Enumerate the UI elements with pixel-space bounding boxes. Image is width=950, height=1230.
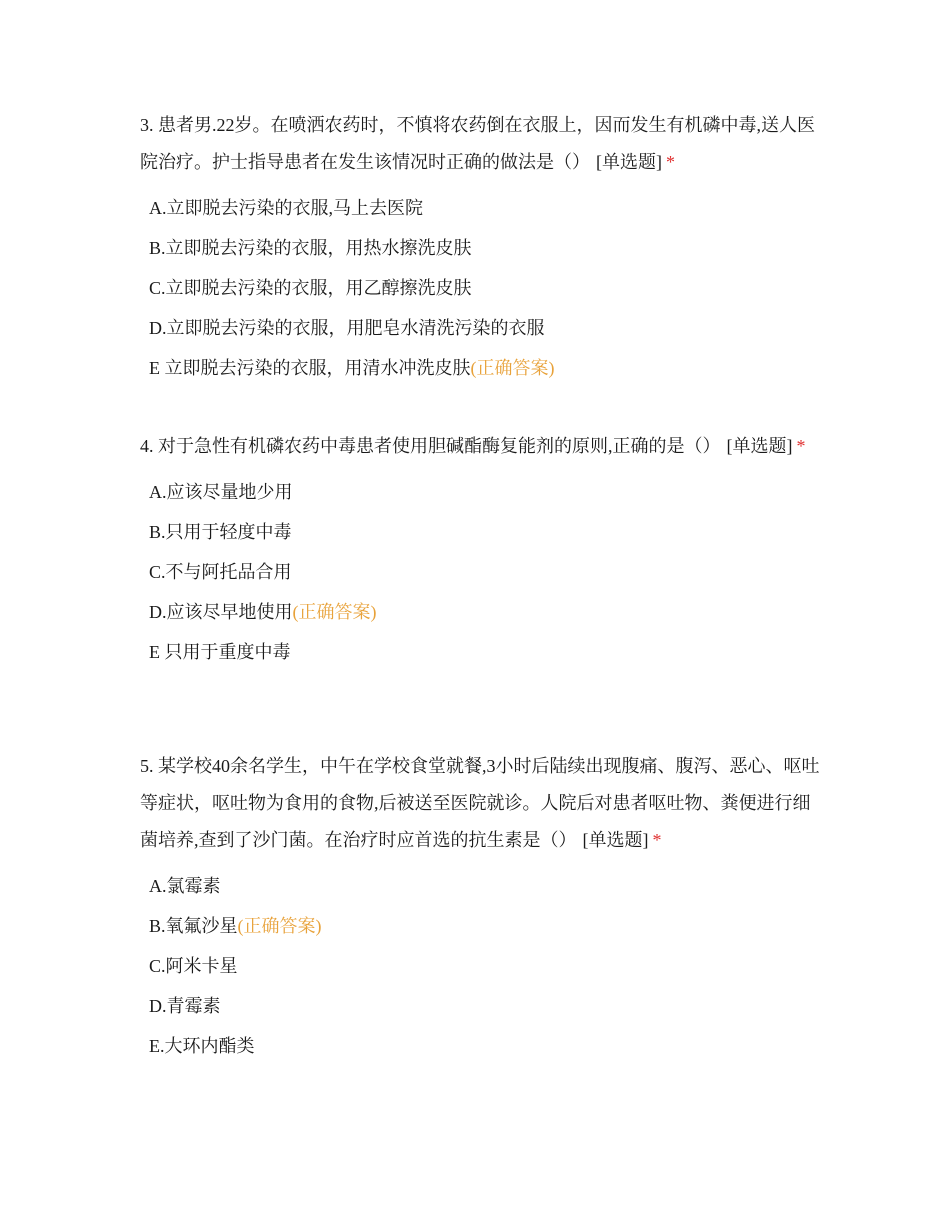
- question-3: [140, 107, 820, 388]
- correct-answer-marker: (正确答案): [237, 916, 322, 936]
- question-type-tag: [单选题]: [582, 830, 649, 850]
- correct-answer-marker: (正确答案): [292, 602, 377, 622]
- option-label: E.大环内酯类: [149, 1036, 255, 1056]
- question-text: 对于急性有机磷农药中毒患者使用胆碱酯酶复能剂的原则,正确的是（）: [158, 436, 721, 456]
- option-c: [140, 946, 820, 986]
- question-5: [140, 748, 820, 1066]
- question-stem: [140, 107, 820, 181]
- option-b: [140, 512, 820, 552]
- option-label: D.青霉素: [149, 996, 221, 1016]
- option-list: [140, 188, 820, 388]
- option-label: E 只用于重度中毒: [149, 642, 291, 662]
- option-b: [140, 906, 820, 946]
- required-mark: *: [796, 436, 806, 456]
- option-c: [140, 552, 820, 592]
- option-label: A.应该尽量地少用: [149, 482, 293, 502]
- option-label: A.立即脱去污染的衣服,马上去医院: [149, 198, 423, 218]
- option-list: [140, 866, 820, 1066]
- option-label: B.氧氟沙星: [149, 916, 238, 936]
- option-e: [140, 632, 820, 672]
- question-number: 3.: [140, 115, 154, 135]
- required-mark: *: [652, 830, 662, 850]
- required-mark: *: [666, 152, 675, 172]
- option-a: [140, 188, 820, 228]
- option-label: A.氯霉素: [149, 876, 221, 896]
- option-d: [140, 308, 820, 348]
- option-a: [140, 866, 820, 906]
- question-number: 5.: [140, 756, 154, 776]
- correct-answer-marker: (正确答案): [470, 358, 555, 378]
- option-e: [140, 1026, 820, 1066]
- option-c: [140, 268, 820, 308]
- question-type-tag: [单选题]: [726, 436, 793, 456]
- option-label: D.应该尽早地使用: [149, 602, 293, 622]
- option-e: [140, 348, 820, 388]
- question-type-tag: [单选题]: [596, 152, 662, 172]
- option-label: C.阿米卡星: [149, 956, 238, 976]
- question-stem: [140, 428, 820, 465]
- option-label: D.立即脱去污染的衣服，用肥皂水清洗污染的衣服: [149, 318, 545, 338]
- question-text: 某学校40余名学生，中午在学校食堂就餐,3小时后陆续出现腹痛、腹泻、恶心、呕吐等症状，呕吐物为食用的食物,后被送至医院就诊。人院后对患者呕吐物、粪便进行细菌培养,查到了沙门菌。在治疗时应首选的抗生素是（）: [140, 756, 820, 850]
- option-d: [140, 986, 820, 1026]
- question-stem: [140, 748, 820, 859]
- question-4: [140, 428, 820, 672]
- option-label: C.立即脱去污染的衣服，用乙醇擦洗皮肤: [149, 278, 472, 298]
- question-text: 患者男.22岁。在喷洒农药时，不慎将农药倒在衣服上，因而发生有机磷中毒,送人医院治疗。护士指导患者在发生该情况时正确的做法是（）: [140, 115, 815, 172]
- option-label: B.立即脱去污染的衣服，用热水擦洗皮肤: [149, 238, 472, 258]
- option-b: [140, 228, 820, 268]
- option-a: [140, 472, 820, 512]
- option-d: [140, 592, 820, 632]
- option-label: C.不与阿托品合用: [149, 562, 292, 582]
- option-list: [140, 472, 820, 672]
- option-label: B.只用于轻度中毒: [149, 522, 292, 542]
- option-label: E 立即脱去污染的衣服，用清水冲洗皮肤: [149, 358, 471, 378]
- question-number: 4.: [140, 436, 154, 456]
